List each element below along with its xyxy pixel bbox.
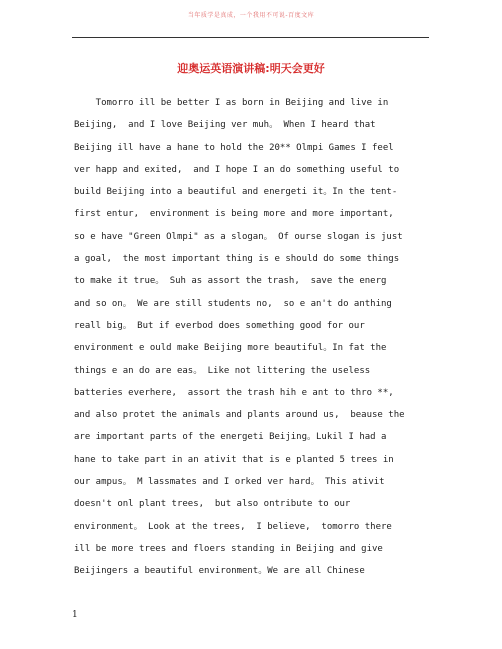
body-line: things e an do are eas。 Like not littering the useless	[74, 365, 371, 376]
body-line: ver happ and exited, and I hope I an do something useful to	[74, 164, 400, 175]
body-line: our ampus。 M lassmates and I orked ver hard。 This ativit	[74, 477, 385, 488]
body-line: batteries everhere, assort the trash hih e ant to thro **,	[74, 387, 394, 398]
body-line: ill be more trees and floers standing in Beijing and give	[74, 543, 383, 554]
body-line: and also protet the animals and plants around us, beause the	[74, 410, 405, 421]
body-line: and so on。 We are still students no, so e an't do anthing	[74, 298, 392, 309]
body-line: doesn't onl plant trees, but also ontribute to our	[74, 499, 351, 510]
body-line: environment。 Look at the trees, I believe, tomorro there	[74, 521, 392, 532]
body-line: hane to take part in an ativit that is e planted 5 trees in	[74, 454, 394, 465]
body-line: Beijingers a beautiful environment。We are all Chinese	[74, 566, 365, 577]
body-line: environment e ould make Beijing more beautiful。In fat the	[74, 343, 387, 354]
page-number: 1	[72, 610, 78, 620]
document-body	[74, 92, 434, 583]
body-line: so e have "Green Olmpi" as a slogan。 Of ourse slogan is just	[74, 231, 403, 242]
body-line: reall big。 But if everbod does something good for our	[74, 320, 365, 331]
page-header-text: 当年质学是真成，一个我用不可说-百度文库	[187, 12, 315, 19]
body-line: to make it true。 Suh as assort the trash, save the energ	[74, 276, 387, 287]
body-line: a goal, the most important thing is e should do some things	[74, 254, 400, 265]
body-line: build Beijing into a beautiful and energeti it。In the tent-	[74, 187, 398, 198]
header-divider	[72, 37, 429, 38]
body-line: are important parts of the energeti Beijing。Lukil I had a	[74, 432, 387, 443]
document-title: 迎奥运英语演讲稿:明天会更好	[177, 62, 325, 75]
body-line: Beijing ill have a hane to hold the 20** Olmpi Games I feel	[74, 142, 394, 153]
body-line: first entur, environment is being more and more important,	[74, 209, 394, 220]
body-line: Beijing, and I love Beijing ver muh。 When I heard that	[74, 120, 376, 131]
body-line: Tomorro ill be better I as born in Beijing and live in	[74, 98, 389, 108]
